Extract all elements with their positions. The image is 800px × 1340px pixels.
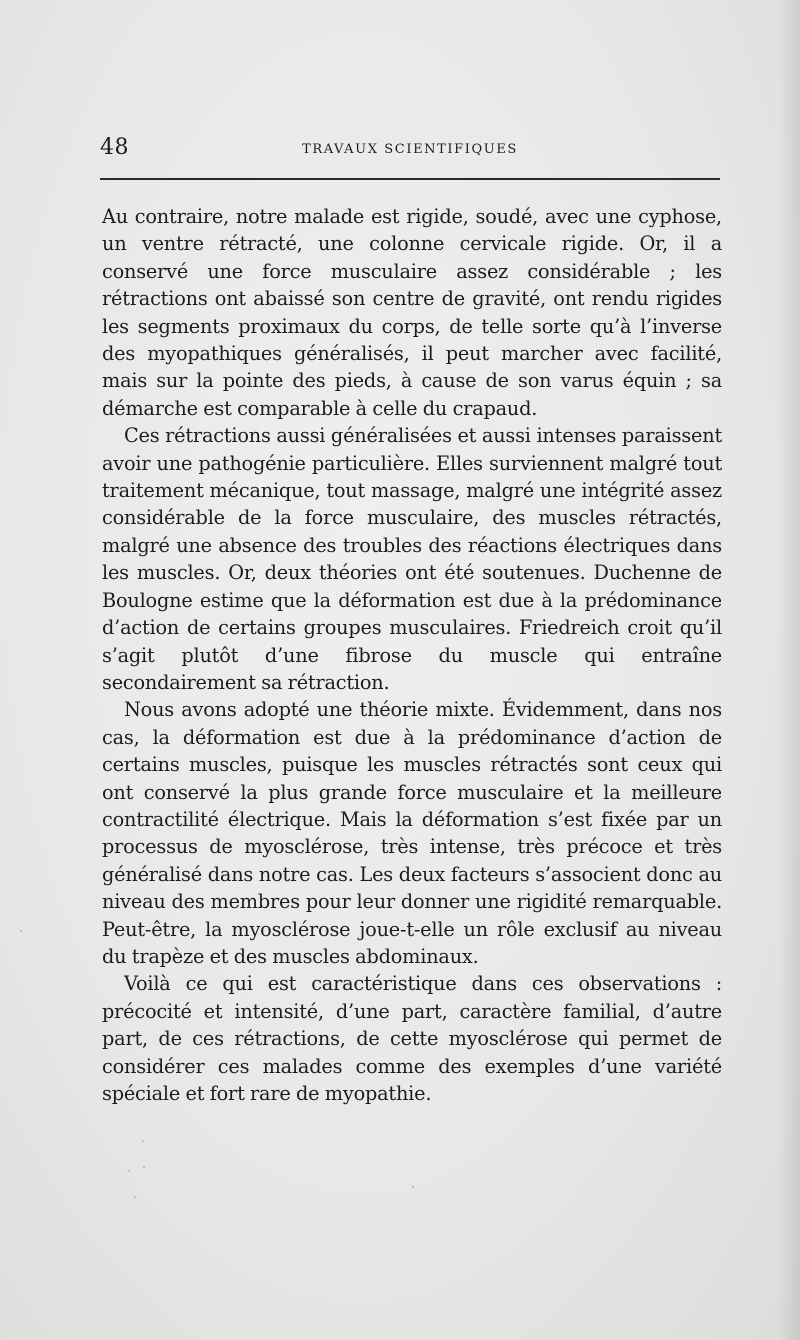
page-header: [100, 133, 720, 169]
speck: [20, 930, 22, 932]
speck: [412, 1186, 414, 1188]
speck: [128, 1170, 130, 1172]
paragraph-3: Nous avons adopté une théorie mixte. Évidemment, dans nos cas, la déformation est due à la prédominance d’action de certains muscles, puisque les muscles rétractés sont ceux qui ont conservé la plus grande force musculaire et la meilleure contractilité électrique. Mais la déformation s’est fixée par un processus de myosclérose, très intense, très précoce et très généralisé dans notre cas. Les deux facteurs s’associent donc au niveau des membres pour leur donner une rigidité remarquable. Peut-être, la myosclérose joue-t-elle un rôle exclusif au niveau du trapèze et des muscles abdominaux.: [102, 698, 722, 968]
speck: [143, 1166, 145, 1168]
speck: [134, 1196, 136, 1198]
speck: [142, 1140, 144, 1142]
paragraph-2: Ces rétractions aussi généralisées et aussi intenses paraissent avoir une pathogénie particulière. Elles surviennent malgré tout traitement mécanique, tout massage, malgré une intégrité assez considérable de la force musculaire, des muscles rétractés, malgré une absence des troubles des réactions électriques dans les muscles. Or, deux théories ont été soutenues. Duchenne de Boulogne estime que la déformation est due à la prédominance d’action de certains groupes musculaires. Friedreich croit qu’il s’agit plutôt d’une fibrose du muscle qui entraîne secondairement sa rétraction.: [102, 424, 722, 694]
page-edge-shadow: [778, 0, 800, 1340]
running-title: TRAVAUX SCIENTIFIQUES: [302, 142, 518, 157]
page-number: 48: [100, 135, 129, 160]
header-rule: [100, 178, 720, 180]
body-text: [102, 203, 722, 1107]
paragraph-4: Voilà ce qui est caractéristique dans ces observations : précocité et intensité, d’une part, caractère familial, d’autre part, de ces rétractions, de cette myosclérose qui permet de considérer ces malades comme des exemples d’une variété spéciale et fort rare de myopathie.: [102, 972, 722, 1105]
paragraph-1: Au contraire, notre malade est rigide, soudé, avec une cyphose, un ventre rétracté, une colonne cervicale rigide. Or, il a conservé une force musculaire assez considérable ; les rétractions ont abaissé son centre de gravité, ont rendu rigides les segments proximaux du corps, de telle sorte qu’à l’inverse des myopathiques généralisés, il peut marcher avec facilité, mais sur la pointe des pieds, à cause de son varus équin ; sa démarche est comparable à celle du crapaud.: [102, 205, 722, 420]
